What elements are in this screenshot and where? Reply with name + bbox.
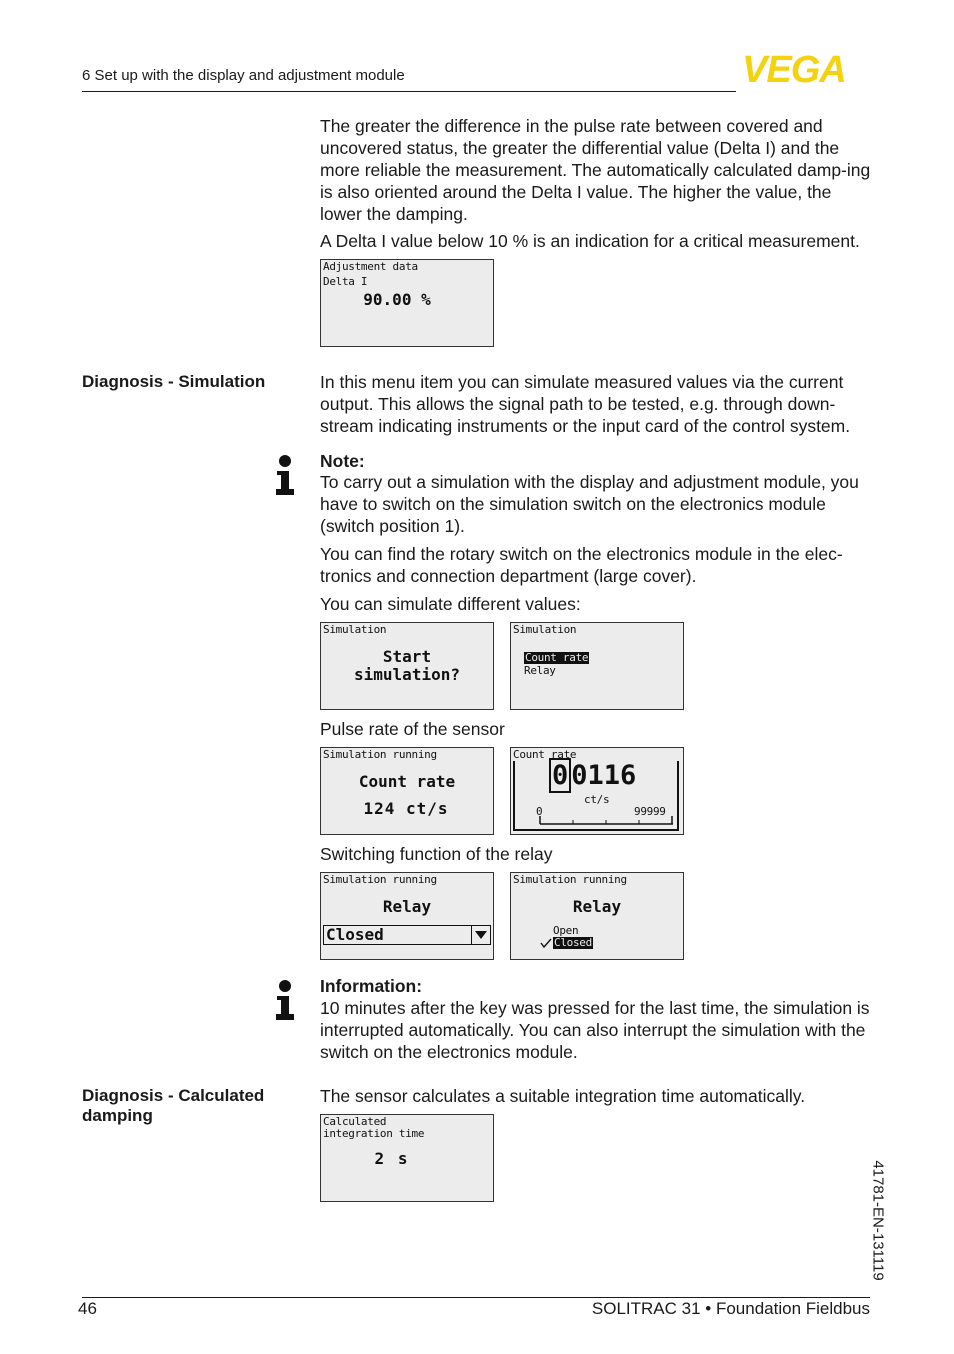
damping-paragraph: The sensor calculates a suitable integration time automatically.	[320, 1086, 806, 1106]
lcd-dropdown-value: Closed	[326, 925, 384, 944]
intro-paragraph: The greater the difference in the pulse rate between covered and uncovered status, the greater the differential value (Delta I) and the more reliable the measurement. The automatically calculated damp-ing is also oriented around the Delta I value. The higher the value, the lower the damping.	[320, 116, 871, 224]
lcd-value: 124 ct/s	[363, 799, 449, 818]
lcd-option-selected: Closed	[554, 936, 592, 949]
logo-text: VEGA	[742, 52, 846, 84]
simulation-paragraph: In this menu item you can simulate measured values via the current output. This allows the signal path to be tested, e.g. through down-stream indicating instruments or the input card of the control system.	[320, 372, 851, 436]
lcd-title: Simulation running	[323, 748, 437, 761]
heading-calculated-damping: Diagnosis - Calculated damping	[82, 1086, 265, 1125]
lcd-big-value	[549, 761, 636, 791]
note-body: To carry out a simulation with the display and adjustment module, you have to switch on the simulation switch on the electronics module (switch position 1).	[320, 472, 859, 536]
lcd-title: Simulation running	[323, 873, 437, 886]
lcd-min: 0	[536, 805, 543, 818]
note-title: Note:	[320, 451, 365, 471]
lcd-line: Count rate	[358, 772, 456, 791]
caption-pulse-rate: Pulse rate of the sensor	[320, 719, 505, 739]
simulate-values-paragraph: You can simulate different values:	[320, 594, 581, 614]
lcd-line: Start	[382, 647, 432, 666]
lcd-running-relay	[320, 872, 494, 960]
chevron-down-icon	[471, 926, 490, 944]
lcd-line: integration time	[323, 1127, 425, 1140]
delta-note-paragraph: A Delta I value below 10 % is an indication for a critical measurement.	[320, 231, 860, 251]
lcd-adjustment-data	[320, 259, 494, 347]
lcd-title: Simulation	[323, 623, 387, 636]
document-code: 41781-EN-131119	[869, 1160, 887, 1281]
rotary-switch-paragraph: You can find the rotary switch on the electronics module in the elec-tronics and connection department (large cover).	[320, 544, 843, 586]
lcd-count-rate-editor	[510, 747, 684, 835]
check-icon	[540, 938, 552, 948]
lcd-title: Simulation running	[513, 873, 627, 886]
lcd-line: Adjustment data	[323, 260, 418, 273]
lcd-scale	[539, 814, 674, 826]
lcd-max: 99999	[634, 805, 666, 818]
page-number: 46	[78, 1299, 97, 1318]
lcd-menu-item: Relay	[524, 664, 556, 677]
section-header: 6 Set up with the display and adjustment module	[82, 67, 405, 84]
heading-diagnosis-simulation: Diagnosis - Simulation	[82, 372, 266, 391]
lcd-title: Count rate	[513, 748, 577, 761]
info-icon	[275, 455, 295, 497]
lcd-selected-digit: 0	[549, 758, 571, 793]
lcd-unit: ct/s	[584, 793, 610, 806]
lcd-line: Delta I	[323, 275, 368, 288]
lcd-title: Simulation	[513, 623, 577, 636]
header-rule	[82, 91, 736, 92]
lcd-menu-item-selected: Count rate	[525, 651, 589, 664]
lcd-relay-options	[510, 872, 684, 960]
lcd-value: 2 s	[374, 1149, 410, 1168]
lcd-line: Relay	[382, 897, 432, 916]
information-title: Information:	[320, 976, 423, 996]
information-body: 10 minutes after the key was pressed for the last time, the simulation is interrupted automatically. You can also interrupt the simulation with the switch on the electronics module.	[320, 998, 870, 1062]
lcd-value: 90.00 %	[363, 290, 431, 309]
lcd-digits: 0116	[571, 760, 637, 791]
lcd-line: Calculated	[323, 1115, 387, 1128]
lcd-line: simulation?	[354, 665, 460, 684]
lcd-dropdown	[323, 925, 491, 945]
lcd-simulation-menu	[510, 622, 684, 710]
footer-title: SOLITRAC 31 • Foundation Fieldbus	[591, 1299, 870, 1318]
lcd-integration-time	[320, 1114, 494, 1202]
footer-rule	[82, 1297, 870, 1298]
lcd-start-simulation	[320, 622, 494, 710]
vega-logo	[742, 52, 872, 84]
caption-relay: Switching function of the relay	[320, 844, 553, 864]
lcd-option: Open	[553, 924, 579, 937]
lcd-line: Relay	[572, 897, 622, 916]
lcd-running-count-rate	[320, 747, 494, 835]
info-icon	[275, 980, 295, 1022]
